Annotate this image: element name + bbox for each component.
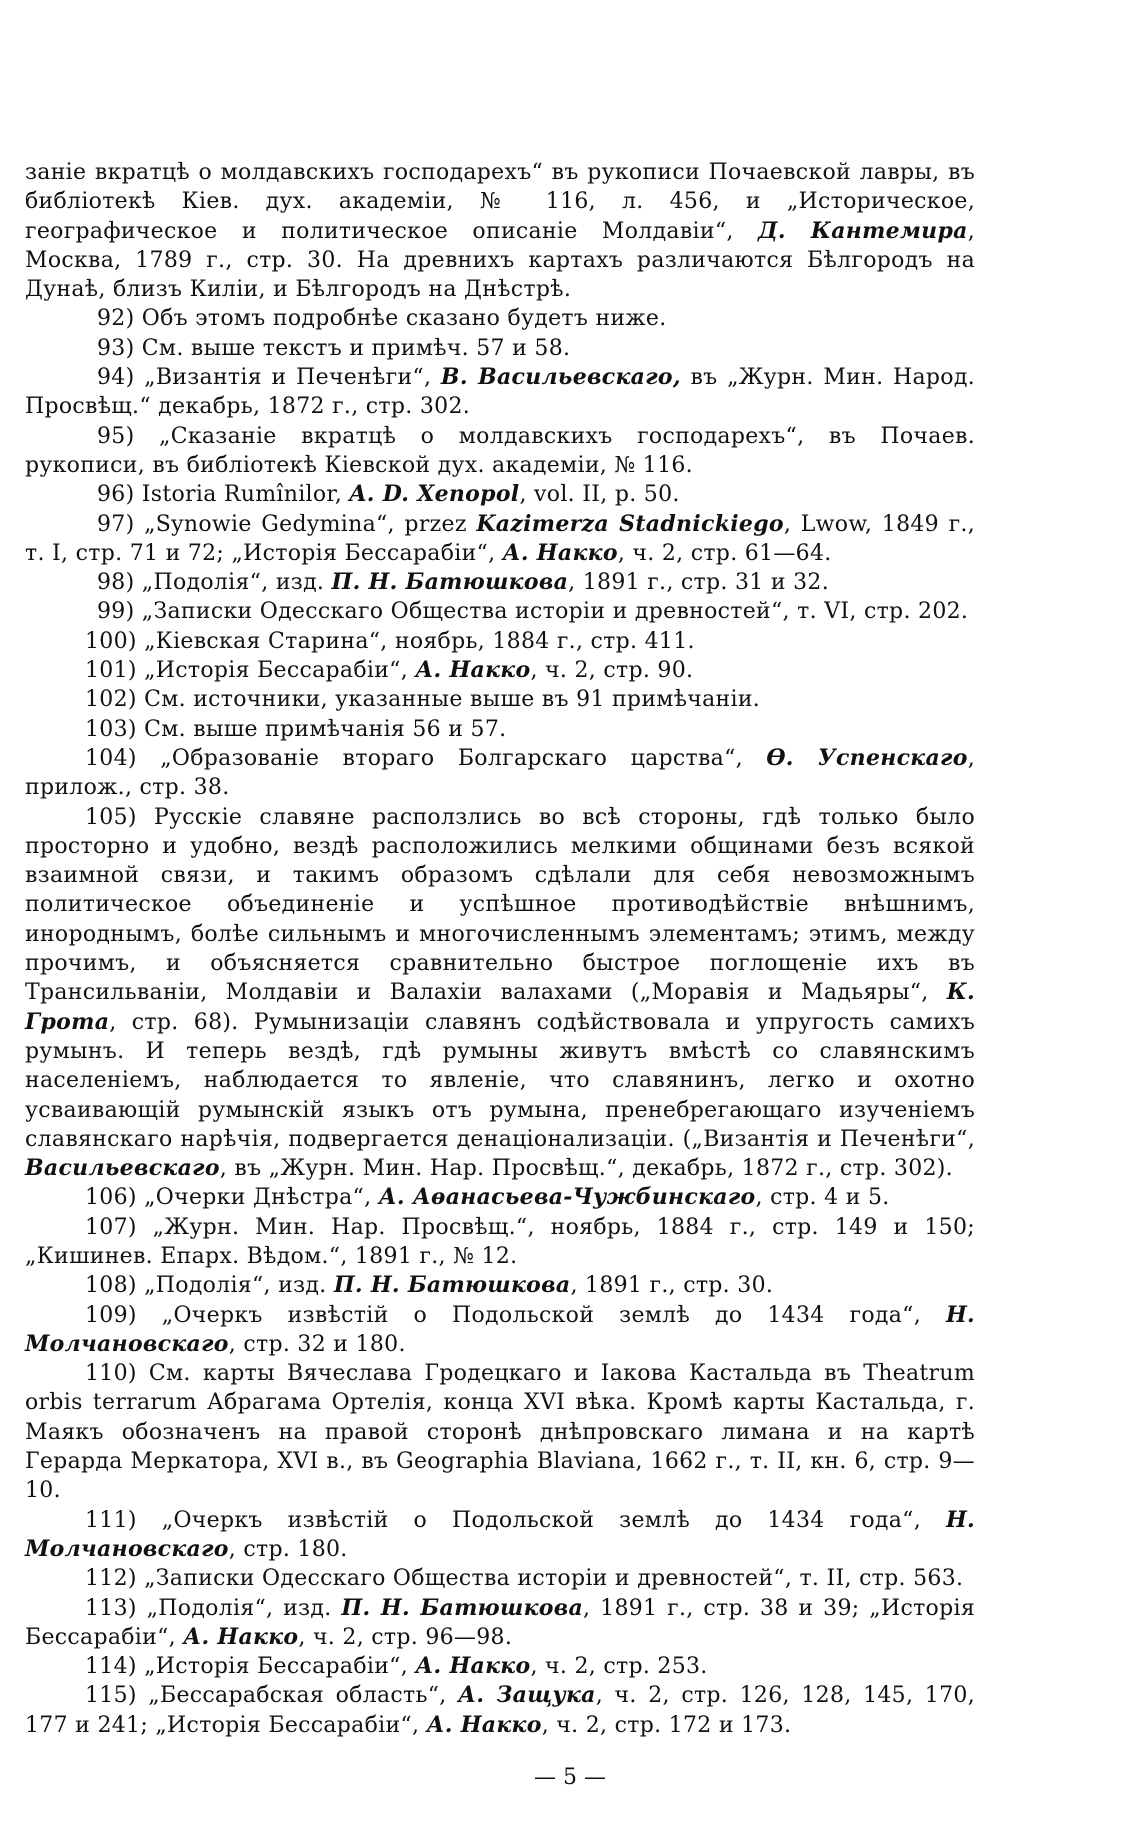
footnote-103: 103) См. выше примѣчанія 56 и 57. bbox=[85, 716, 507, 742]
footnote-112: 112) „Записки Одесскаго Общества исторіи и древностей“, т. II, стр. 563. bbox=[85, 1566, 964, 1592]
footnote-109: 109) „Очеркъ извѣстій о Подольской землѣ до 1434 года“, Н. Молчановскаго, стр. 32 и 180. bbox=[25, 1301, 975, 1357]
footnote-105: 105) Русскіе славяне расползлись во всѣ стороны, гдѣ только было просторно и удобно, вездѣ расположились мелкими общинами безъ всякой взаимной связи, и такимъ образомъ сдѣлали для себя невозможнымъ политическое объединеніе и успѣшное противодѣйствіе внѣшнимъ, инороднымъ, болѣе сильнымъ и многочисленнымъ элементамъ; этимъ, между прочимъ, и объясняется сравнительно быстрое поглощеніе ихъ въ Трансильваніи, Молдавіи и Валахіи валахами („Моравія и Мадьяры“, К. Грота, стр. 68). Румынизаціи славянъ содѣйствовала и упругость самихъ румынъ. И теперь вездѣ, гдѣ румыны живутъ вмѣстѣ со славянскимъ населеніемъ, наблюдается то явленіе, что славянинъ, легко и охотно усваивающій румынскій языкъ отъ румына, пренебрегающаго изученіемъ славянскаго нарѣчія, подвергается денаціонализаціи. („Византія и Печенѣги“, Васильевскаго, въ „Журн. Мин. Нар. Просвѣщ.“, декабрь, 1872 г., стр. 302). bbox=[25, 804, 975, 1182]
page-number: — 5 — bbox=[534, 1765, 606, 1790]
footnote-97: 97) „Synowie Gedymina“, przez Kazimerza Stadnickiego, Lwow, 1849 г., т. I, стр. 71 и 72; „Исторія Бессарабіи“, А. Накко, ч. 2, стр. 61—64. bbox=[25, 510, 975, 566]
footnote-98: 98) „Подолія“, изд. П. Н. Батюшкова, 1891 г., стр. 31 и 32. bbox=[97, 569, 830, 596]
footnote-94: 94) „Византія и Печенѣги“, В. Васильевскаго, въ „Журн. Мин. Народ. Просвѣщ.“ декабрь, 1872 г., стр. 302. bbox=[25, 364, 975, 420]
footnote-104: 104) „Образованіе втораго Болгарскаго царства“, Ѳ. Успенскаго, прилож., стр. 38. bbox=[25, 744, 975, 801]
footnote-110: 110) См. карты Вячеслава Гродецкаго и Іакова Кастальда въ Theatrum orbis terrarum Абрагама Ортелія, конца XVI вѣка. Кромѣ карты Кастальда, г. Маякъ обозначенъ на правой сторонѣ днѣпровскаго лимана и на картѣ Герарда Меркатора, XVI в., въ Geographia Blaviana, 1662 г., т. II, кн. 6, стр. 9—10. bbox=[25, 1361, 975, 1504]
footnote-107: 107) „Журн. Мин. Нар. Просвѣщ.“, ноябрь, 1884 г., стр. 149 и 150; „Кишинев. Епарх. Вѣдом.“, 1891 г., № 12. bbox=[25, 1214, 975, 1269]
footnote-99: 99) „Записки Одесскаго Общества исторіи и древностей“, т. VI, стр. 202. bbox=[97, 599, 969, 625]
footnote-114: 114) „Исторія Бессарабіи“, А. Накко, ч. 2, стр. 253. bbox=[85, 1653, 708, 1680]
footnote-102: 102) См. источники, указанные выше въ 91 примѣчаніи. bbox=[85, 687, 761, 713]
footnote-92: 92) Объ этомъ подробнѣе сказано будетъ ниже. bbox=[97, 306, 667, 332]
footnote-113: 113) „Подолія“, изд. П. Н. Батюшкова, 1891 г., стр. 38 и 39; „Исторія Бессарабіи“, А. Накко, ч. 2, стр. 96—98. bbox=[25, 1594, 975, 1650]
footnote-115: 115) „Бессарабская область“, А. Защука, ч. 2, стр. 126, 128, 145, 170, 177 и 241; „Исторія Бессарабіи“, А. Накко, ч. 2, стр. 172 и 173. bbox=[25, 1682, 975, 1738]
footnote-111: 111) „Очеркъ извѣстій о Подольской землѣ до 1434 года“, Н. Молчановскаго, стр. 180. bbox=[25, 1506, 975, 1562]
footnote-93: 93) См. выше текстъ и примѣч. 57 и 58. bbox=[97, 335, 571, 361]
footnote-108: 108) „Подолія“, изд. П. Н. Батюшкова, 1891 г., стр. 30. bbox=[85, 1272, 774, 1299]
footnote-101: 101) „Исторія Бессарабіи“, А. Накко, ч. 2, стр. 90. bbox=[85, 657, 694, 684]
footnote-96: 96) Istoria Rumînilor, A. D. Xenopol, vol. II, p. 50. bbox=[97, 481, 680, 508]
footnote-91-continuation: заніе вкратцѣ о молдавскихъ господарехъ“ въ рукописи Почаевской лавры, въ библіотекѣ Кіев. дух. академіи, № 116, л. 456, и „Историческое, географическое и политическое описаніе Молдавіи“, Д. Кантемира, Москва, 1789 г., стр. 30. На древнихъ картахъ различаются Бѣлгородъ на Дунаѣ, близъ Киліи, и Бѣлгородъ на Днѣстрѣ. bbox=[25, 160, 976, 303]
footnotes-text bbox=[0, 158, 1140, 1740]
footnote-106: 106) „Очерки Днѣстра“, А. Аѳанасьева-Чужбинскаго, стр. 4 и 5. bbox=[85, 1184, 890, 1211]
footnote-95: 95) „Сказаніе вкратцѣ о молдавскихъ господарехъ“, въ Почаев. рукописи, въ библіотекѣ Кіевской дух. академіи, № 116. bbox=[25, 423, 975, 478]
footnote-100: 100) „Кіевская Старина“, ноябрь, 1884 г., стр. 411. bbox=[85, 628, 695, 654]
